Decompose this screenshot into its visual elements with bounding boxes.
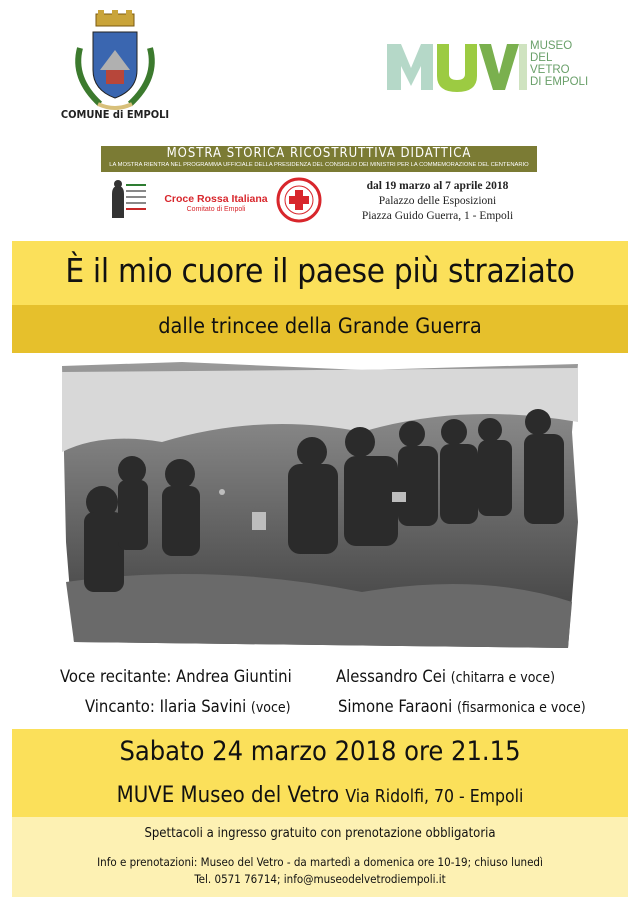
muve-line-museo: MUSEO	[530, 40, 573, 52]
credit-alessandro-cei	[336, 667, 555, 686]
credit-name: Alessandro Cei	[336, 667, 451, 686]
credit-name: Andrea Giuntini	[176, 667, 292, 686]
trench-photo	[62, 362, 578, 648]
red-cross-emblem-icon	[276, 177, 322, 223]
muve-line-empoli: DI EMPOLI	[530, 76, 589, 88]
mostra-subtitle: LA MOSTRA RIENTRA NEL PROGRAMMA UFFICIALE DELLA PRESIDENZA DEL CONSIGLIO DEI MINISTRI PER LA COMMEMORAZIONE DEL CENTENARIO	[109, 162, 529, 168]
event-date: Sabato 24 marzo 2018 ore 21.15	[119, 736, 521, 767]
comune-caption: COMUNE di EMPOLI	[60, 108, 170, 121]
page-title: È il mio cuore il paese più straziato	[65, 251, 575, 290]
muve-line-del: DEL	[530, 52, 553, 64]
credit-name: Simone Faraoni	[338, 697, 457, 716]
contact-note: Tel. 0571 76714; info@museodelvetrodiempoli.it	[194, 872, 446, 886]
credit-role: (chitarra e voce)	[450, 670, 555, 686]
muve-logo-icon	[387, 40, 527, 92]
credit-andrea-giuntini	[60, 667, 292, 686]
credit-simone-faraoni	[338, 697, 586, 716]
centenario-logo-icon	[104, 178, 148, 220]
muve-line-vetro: VETRO	[530, 64, 570, 76]
muve-logo-text	[530, 40, 620, 88]
page-subtitle: dalle trincee della Grande Guerra	[158, 314, 482, 339]
credit-role: Voce recitante:	[60, 667, 177, 686]
exhibition-dates: dal 19 marzo al 7 aprile 2018	[366, 180, 509, 192]
venue-name: MUVE Museo del Vetro	[116, 783, 346, 808]
credit-extra: (voce)	[250, 700, 291, 716]
comune-coat-of-arms-icon	[60, 8, 170, 123]
mostra-title: MOSTRA STORICA RICOSTRUTTIVA DIDATTICA	[166, 146, 472, 161]
credit-ilaria-savini	[85, 697, 291, 716]
credit-role: Vincanto:	[85, 697, 160, 716]
venue-address: Via Ridolfi, 70 - Empoli	[345, 787, 524, 807]
exhibition-address: Piazza Guido Guerra, 1 - Empoli	[361, 210, 514, 222]
credit-name: Ilaria Savini	[159, 697, 251, 716]
info-note: Info e prenotazioni: Museo del Vetro - da martedì a domenica ore 10-19; chiuso lunedì	[97, 855, 543, 869]
cri-subtitle: Comitato di Empoli	[186, 206, 246, 213]
event-venue	[12, 783, 628, 808]
cri-name: Croce Rossa Italiana	[164, 193, 268, 205]
credit-role: (fisarmonica e voce)	[457, 700, 586, 716]
exhibition-venue: Palazzo delle Esposizioni	[378, 195, 497, 207]
entry-note: Spettacoli a ingresso gratuito con prenotazione obbligatoria	[144, 826, 496, 841]
